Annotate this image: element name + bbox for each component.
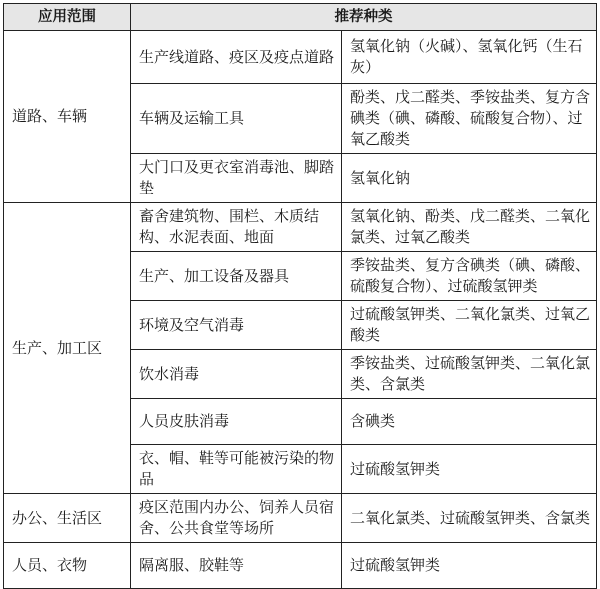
header-recommended-types: 推荐种类 [131, 4, 597, 31]
types-cell: 季铵盐类、复方含碘类（碘、磷酸、硫酸复合物）、过硫酸氢钾类 [342, 252, 597, 301]
types-cell: 过硫酸氢钾类、二氧化氯类、过氧乙酸类 [342, 301, 597, 350]
table-row [4, 31, 597, 84]
types-cell: 氢氧化钠、酚类、戊二醛类、二氧化氯类、过氧乙酸类 [342, 203, 597, 252]
table-row [4, 203, 597, 252]
types-cell: 过硫酸氢钾类 [342, 445, 597, 494]
types-cell: 氢氧化钠 [342, 154, 597, 203]
disinfectant-table [3, 3, 597, 589]
area-cell: 人员、衣物 [4, 543, 131, 589]
area-cell: 道路、车辆 [4, 31, 131, 203]
scope-cell: 隔离服、胶鞋等 [131, 543, 342, 589]
types-cell: 过硫酸氢钾类 [342, 543, 597, 589]
types-cell: 含碘类 [342, 399, 597, 445]
table-header-row [4, 4, 597, 31]
scope-cell: 衣、帽、鞋等可能被污染的物品 [131, 445, 342, 494]
header-scope: 应用范围 [4, 4, 131, 31]
scope-cell: 大门口及更衣室消毒池、脚踏垫 [131, 154, 342, 203]
scope-cell: 畜舍建筑物、围栏、木质结构、水泥表面、地面 [131, 203, 342, 252]
types-cell: 氢氧化钠（火碱）、氢氧化钙（生石灰） [342, 31, 597, 84]
types-cell: 酚类、戊二醛类、季铵盐类、复方含碘类（碘、磷酸、硫酸复合物）、过氧乙酸类 [342, 84, 597, 154]
table-row [4, 494, 597, 543]
types-cell: 季铵盐类、过硫酸氢钾类、二氧化氯类、含氯类 [342, 350, 597, 399]
scope-cell: 车辆及运输工具 [131, 84, 342, 154]
table-row [4, 543, 597, 589]
area-cell: 办公、生活区 [4, 494, 131, 543]
types-cell: 二氧化氯类、过硫酸氢钾类、含氯类 [342, 494, 597, 543]
scope-cell: 疫区范围内办公、饲养人员宿舍、公共食堂等场所 [131, 494, 342, 543]
scope-cell: 生产、加工设备及器具 [131, 252, 342, 301]
scope-cell: 人员皮肤消毒 [131, 399, 342, 445]
scope-cell: 饮水消毒 [131, 350, 342, 399]
scope-cell: 生产线道路、疫区及疫点道路 [131, 31, 342, 84]
area-cell: 生产、加工区 [4, 203, 131, 494]
scope-cell: 环境及空气消毒 [131, 301, 342, 350]
